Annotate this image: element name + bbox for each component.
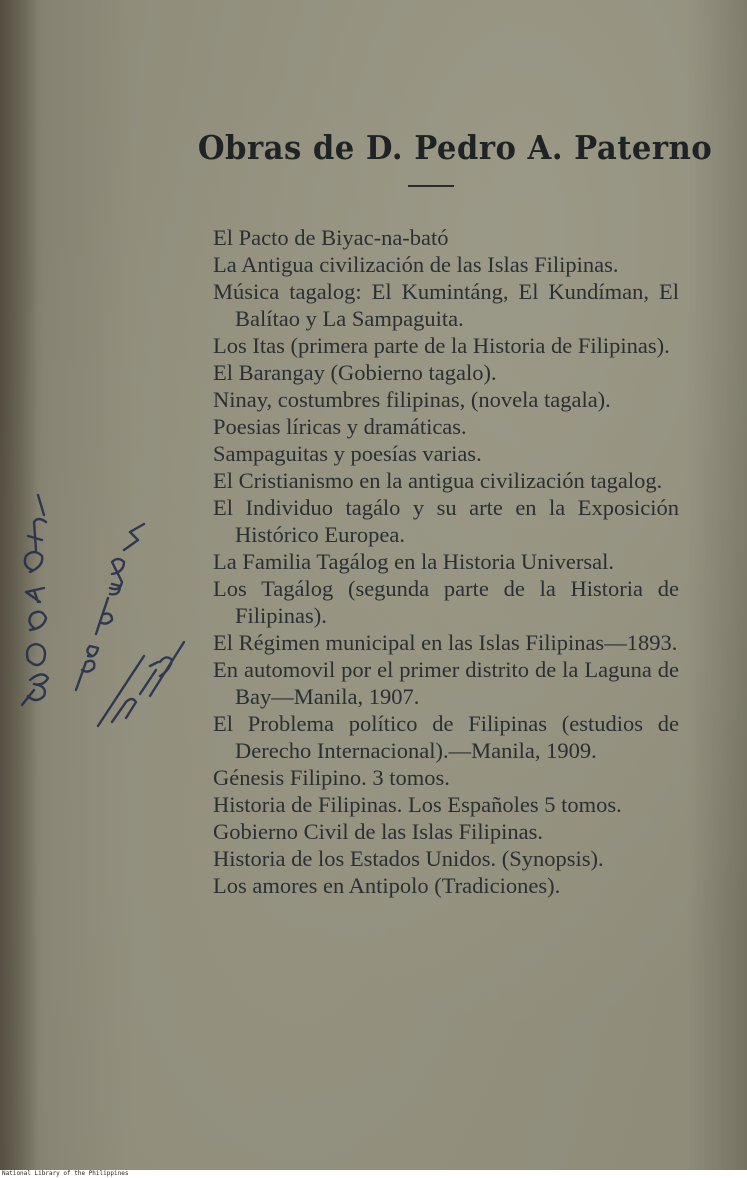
list-item: Los Itas (primera parte de la Historia de Filipinas). bbox=[213, 333, 670, 358]
list-item: La Antigua civilización de las Islas Filipinas. bbox=[213, 252, 619, 277]
list-item: El Pacto de Biyac-na-bató bbox=[213, 225, 449, 250]
list-item: El Problema político de Filipinas (estudios de Derecho Internacional).—Manila, 1909. bbox=[213, 711, 679, 763]
list-item: Música tagalog: El Kumintáng, El Kundíman, El Balítao y La Sampaguita. bbox=[213, 279, 679, 331]
list-item: Historia de los Estados Unidos. (Synopsis). bbox=[213, 846, 604, 871]
list-item: Ninay, costumbres filipinas, (novela tagala). bbox=[213, 387, 611, 412]
list-item: Poesias líricas y dramáticas. bbox=[213, 414, 467, 439]
page-title: Obras de D. Pedro A. Paterno bbox=[197, 128, 713, 167]
footer-credit: National Library of the Philippines bbox=[2, 1170, 129, 1177]
list-item: La Familia Tagálog en la Historia Universal. bbox=[213, 549, 615, 574]
list-item: Génesis Filipino. 3 tomos. bbox=[213, 765, 450, 790]
list-item: El Cristianismo en la antigua civilización tagalog. bbox=[213, 468, 663, 493]
title-divider bbox=[408, 185, 454, 187]
list-item: Historia de Filipinas. Los Españoles 5 tomos. bbox=[213, 792, 622, 817]
list-item: El Barangay (Gobierno tagalo). bbox=[213, 360, 497, 385]
works-list bbox=[213, 224, 679, 899]
list-item: Sampaguitas y poesías varias. bbox=[213, 441, 482, 466]
list-item: En automovil por el primer distrito de la Laguna de Bay—Manila, 1907. bbox=[213, 657, 679, 709]
list-item: Los amores en Antipolo (Tradiciones). bbox=[213, 873, 561, 898]
list-item: Los Tagálog (segunda parte de la Historia de Filipinas). bbox=[213, 576, 679, 628]
list-item: El Régimen municipal en las Islas Filipinas—1893. bbox=[213, 630, 678, 655]
list-item: Gobierno Civil de las Islas Filipinas. bbox=[213, 819, 543, 844]
list-item: El Individuo tagálo y su arte en la Exposición Histórico Europea. bbox=[213, 495, 679, 547]
handwritten-annotation bbox=[0, 490, 190, 750]
